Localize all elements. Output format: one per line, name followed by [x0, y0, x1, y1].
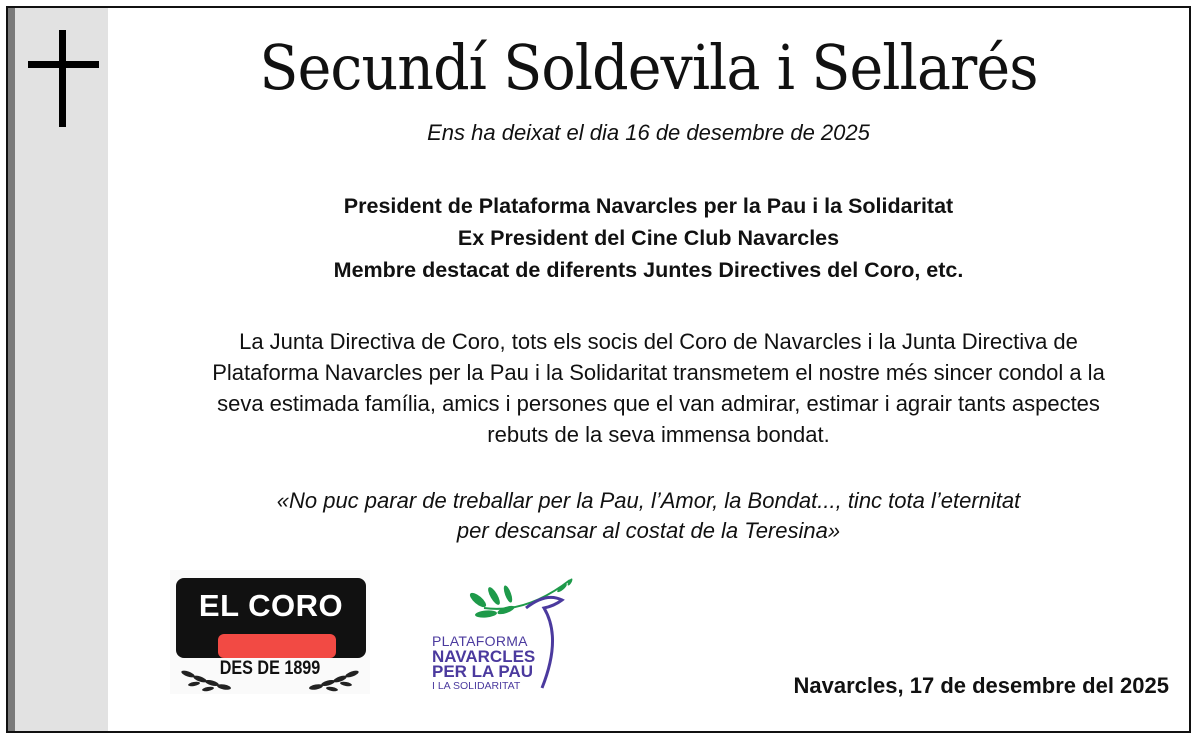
role-item: President de Plataforma Navarcles per la Pau i la Solidaritat — [343, 194, 954, 218]
deceased-name: Secundí Soldevila i Sellarés — [259, 31, 1038, 104]
coro-logo-name: EL CORO — [198, 588, 344, 623]
body-line: La Junta Directiva de Coro, tots els socis del Coro de Navarcles i la Junta Directiva de — [239, 329, 1078, 354]
body-line: seva estimada família, amics i persones que el van admirar, estimar i agrair tants aspectes — [217, 391, 1100, 416]
cross-icon — [28, 30, 100, 128]
body-line: rebuts de la seva immensa bondat. — [487, 422, 830, 447]
quote — [108, 486, 1189, 546]
laurel-icon — [306, 668, 360, 692]
role-item: Membre destacat de diferents Juntes Directives del Coro, etc. — [333, 258, 964, 282]
side-stripe — [8, 8, 15, 731]
logo-line: NAVARCLES — [432, 647, 536, 666]
plataforma-logo — [412, 574, 574, 702]
date-of-death: Ens ha deixat el dia 16 de desembre de 2025 — [427, 120, 870, 145]
logo-line: PER LA PAU — [432, 662, 534, 681]
roles-list — [108, 190, 1189, 286]
laurel-icon — [180, 668, 234, 692]
logo-line: I LA SOLIDARITAT — [432, 680, 521, 692]
obituary-notice — [6, 6, 1191, 733]
place-and-date: Navarcles, 17 de desembre del 2025 — [793, 673, 1169, 698]
coro-logo-since: DES DE 1899 — [219, 658, 321, 679]
quote-line: per descansar al costat de la Teresina» — [456, 518, 841, 543]
role-item: Ex President del Cine Club Navarcles — [457, 226, 840, 250]
quote-line: «No puc parar de treballar per la Pau, l’Amor, la Bondat..., tinc tota l’eternitat — [276, 488, 1021, 513]
el-coro-logo — [170, 570, 370, 694]
plataforma-wordmark — [432, 634, 535, 694]
logo-line: PLATAFORMA — [432, 633, 528, 649]
condolence-text — [138, 326, 1179, 450]
body-line: Plataforma Navarcles per la Pau i la Solidaritat transmetem el nostre més sincer condol a la — [212, 360, 1105, 385]
coro-red-bar — [218, 634, 336, 658]
